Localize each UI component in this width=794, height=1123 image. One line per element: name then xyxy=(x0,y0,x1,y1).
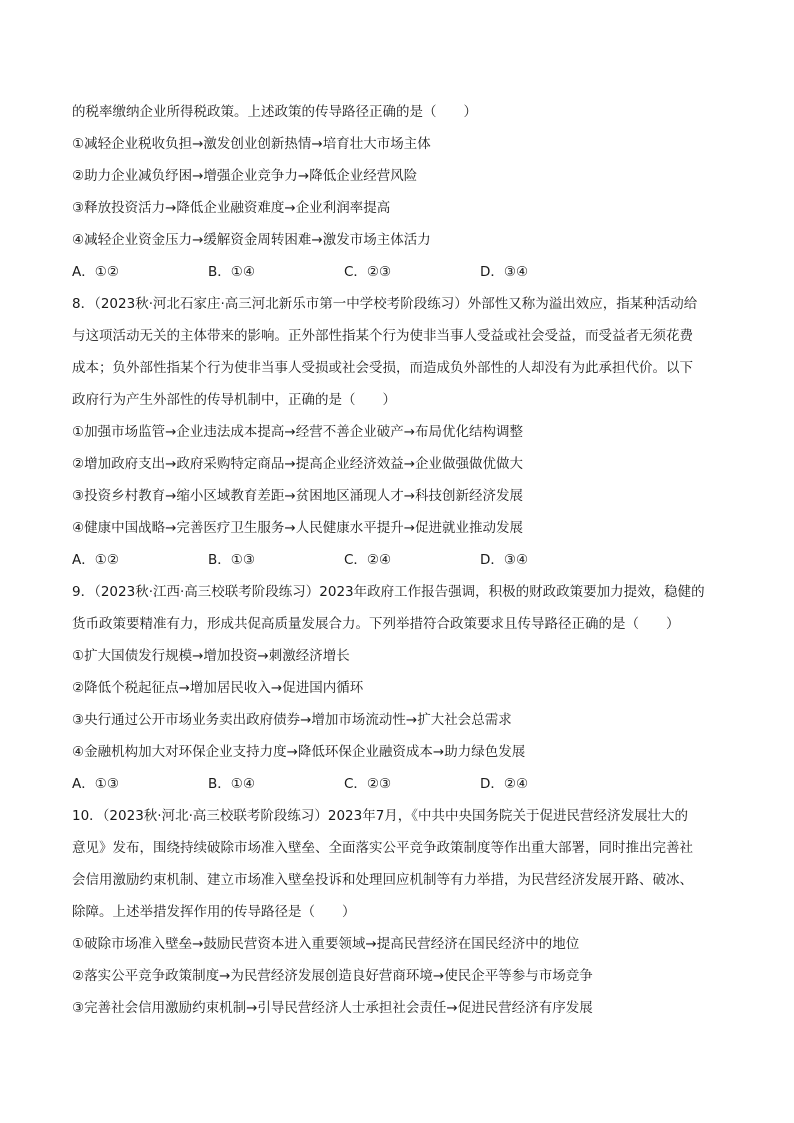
question-7-option-4: ④减轻企业资金压力→缓解资金周转困难→激发市场主体活力 xyxy=(72,232,431,248)
question-8-choices xyxy=(72,544,732,576)
choice-a: A．①② xyxy=(72,552,119,568)
question-8-option-2: ②增加政府支出→政府采购特定商品→提高企业经济效益→企业做强做优做大 xyxy=(72,456,524,472)
question-10-option-2: ②落实公平竞争政策制度→为民营经济发展创造良好营商环境→使民企平等参与市场竞争 xyxy=(72,968,593,984)
question-8-option-4: ④健康中国战略→完善医疗卫生服务→人民健康水平提升→促进就业推动发展 xyxy=(72,520,524,536)
question-7-choices xyxy=(72,256,732,288)
question-8-stem-line: 8．（2023秋·河北石家庄·高三河北新乐市第一中学校考阶段练习）外部性又称为溢出效应，指某种活动给 xyxy=(72,296,698,312)
choice-c: C．②③ xyxy=(344,776,392,792)
choice-c: C．②④ xyxy=(344,552,392,568)
choice-d: D．③④ xyxy=(480,552,529,568)
question-8-option-3: ③投资乡村教育→缩小区域教育差距→贫困地区涌现人才→科技创新经济发展 xyxy=(72,488,524,504)
question-8-option-1: ①加强市场监管→企业违法成本提高→经营不善企业破产→布局优化结构调整 xyxy=(72,424,524,440)
question-7-option-3: ③释放投资活力→降低企业融资难度→企业利润率提高 xyxy=(72,200,391,216)
question-9-stem-line: 货币政策要精准有力，形成共促高质量发展合力。下列举措符合政策要求且传导路径正确的是（ ） xyxy=(72,616,680,632)
question-10-stem-line: 10．（2023秋·河北·高三校联考阶段练习）2023年7月，《中共中央国务院关于促进民营经济发展壮大的 xyxy=(72,808,689,824)
question-8-stem-line: 成本；负外部性指某个行为使非当事人受损或社会受损，而造成负外部性的人却没有为此承担代价。以下 xyxy=(72,360,693,376)
question-7-option-2: ②助力企业减负纾困→增强企业竞争力→降低企业经营风险 xyxy=(72,168,418,184)
question-7-option-1: ①减轻企业税收负担→激发创业创新热情→培育壮大市场主体 xyxy=(72,136,431,152)
choice-b: B．①④ xyxy=(208,264,255,280)
question-10-stem-line: 会信用激励约束机制、建立市场准入壁垒投诉和处理回应机制等有力举措，为民营经济发展开路、破冰、 xyxy=(72,872,693,888)
question-10-option-1: ①破除市场准入壁垒→鼓励民营资本进入重要领域→提高民营经济在国民经济中的地位 xyxy=(72,936,580,952)
question-9-option-1: ①扩大国债发行规模→增加投资→刺激经济增长 xyxy=(72,648,350,664)
document-page xyxy=(72,96,732,1024)
question-9-stem-line: 9．（2023秋·江西·高三校联考阶段练习）2023年政府工作报告强调，积极的财政政策要加力提效，稳健的 xyxy=(72,584,705,600)
choice-d: D．③④ xyxy=(480,264,529,280)
choice-b: B．①④ xyxy=(208,776,255,792)
question-9-option-2: ②降低个税起征点→增加居民收入→促进国内循环 xyxy=(72,680,364,696)
choice-d: D．②④ xyxy=(480,776,529,792)
question-10-stem-line: 除障。上述举措发挥作用的传导路径是（ ） xyxy=(72,904,356,920)
question-10-stem-line: 意见》发布，围绕持续破除市场准入壁垒、全面落实公平竞争政策制度等作出重大部署，同时推出完善社 xyxy=(72,840,693,856)
choice-a: A．①② xyxy=(72,264,119,280)
question-7-stem: 的税率缴纳企业所得税政策。上述政策的传导路径正确的是（ ） xyxy=(72,104,477,120)
choice-a: A．①③ xyxy=(72,776,119,792)
choice-b: B．①③ xyxy=(208,552,255,568)
question-8-stem-line: 政府行为产生外部性的传导机制中，正确的是（ ） xyxy=(72,392,396,408)
choice-c: C．②③ xyxy=(344,264,392,280)
question-8-stem-line: 与这项活动无关的主体带来的影响。正外部性指某个行为使非当事人受益或社会受益，而受益者无须花费 xyxy=(72,328,693,344)
question-10-option-3: ③完善社会信用激励约束机制→引导民营经济人士承担社会责任→促进民营经济有序发展 xyxy=(72,1000,593,1016)
question-9-choices xyxy=(72,768,732,800)
question-9-option-3: ③央行通过公开市场业务卖出政府债券→增加市场流动性→扩大社会总需求 xyxy=(72,712,512,728)
question-9-option-4: ④金融机构加大对环保企业支持力度→降低环保企业融资成本→助力绿色发展 xyxy=(72,744,526,760)
